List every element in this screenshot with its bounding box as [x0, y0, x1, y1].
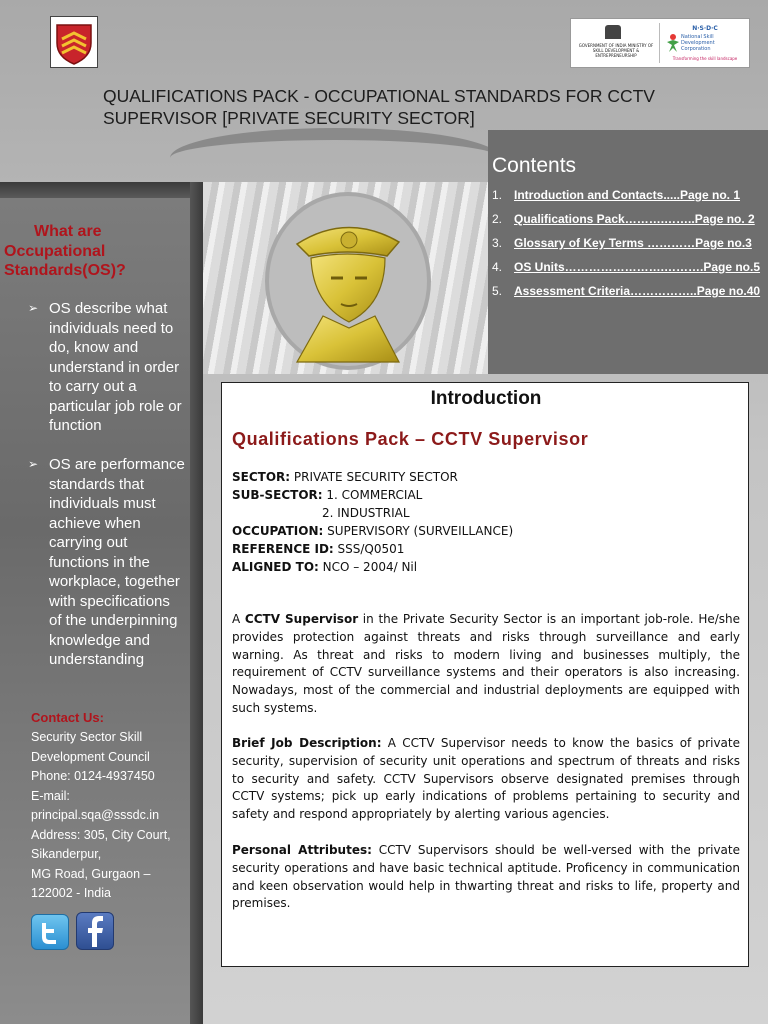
security-council-logo [50, 16, 98, 68]
sidebar-heading: What are Occupational Standards(OS)? [4, 223, 126, 279]
nsdc-logo-title: N·S·D·C [692, 25, 718, 32]
subsector-value: 2. INDUSTRIAL [322, 506, 410, 520]
personal-attributes-paragraph [232, 842, 740, 913]
para-bold-term: Brief Job Description: [232, 736, 382, 750]
aligned-to-label: ALIGNED TO: [232, 560, 319, 574]
contact-line: E-mail: [31, 788, 70, 803]
aligned-to-value: NCO – 2004/ Nil [318, 560, 418, 574]
qualifications-pack-heading: Qualifications Pack – CCTV Supervisor [232, 429, 589, 449]
introduction-paragraph [232, 611, 740, 718]
toc-item[interactable] [492, 236, 762, 254]
hero-image [203, 182, 488, 374]
para-text: in the Private Security Sector is an important job-role. He/she provides protection against threats and risks through surveillance and early warning. As threat and risks to modern living and businesses multiply, the requirement of CCTV surveillance systems and their operators is also increasing. Nowadays, most of the commercial and industrial deployments are equipped with such systems. [232, 612, 741, 715]
contact-line: Sikanderpur, [31, 847, 102, 861]
decorative-swoosh [170, 128, 500, 188]
reference-id-value: SSS/Q0501 [333, 542, 405, 556]
occupation-value: SUPERVISORY (SURVEILLANCE) [323, 524, 514, 538]
sector-value: PRIVATE SECURITY SECTOR [290, 470, 458, 484]
occupation-label: OCCUPATION: [232, 524, 324, 538]
sector-label: SECTOR: [232, 470, 291, 484]
nsdc-logo [663, 23, 747, 65]
sidebar-edge [190, 182, 203, 1024]
contents-panel [488, 130, 768, 374]
introduction-heading: Introduction [430, 388, 542, 409]
subsector-value: 1. COMMERCIAL [322, 488, 423, 502]
toc-number: 3. [492, 236, 503, 250]
contents-heading: Contents [492, 154, 577, 177]
toc-link-introduction[interactable]: Introduction and Contacts.....Page no. 1 [514, 188, 741, 202]
contact-line: 122002 - India [31, 886, 111, 900]
toc-number: 5. [492, 284, 503, 298]
twitter-icon[interactable] [31, 914, 69, 950]
job-description-paragraph [232, 735, 740, 824]
contact-line: Security Sector Skill [31, 730, 143, 744]
contact-line: MG Road, Gurgaon – [31, 866, 151, 881]
contact-phone: Phone: 0124-4937450 [31, 769, 155, 783]
introduction-section [221, 382, 749, 967]
sidebar-top-bar [0, 182, 200, 198]
partner-logos [570, 18, 750, 68]
toc-link-os-units[interactable]: OS Units…………………….……….Page no.5 [514, 260, 761, 274]
toc-number: 4. [492, 260, 503, 274]
gov-logo-text: GOVERNMENT OF INDIA MINISTRY OF SKILL DEVELOPMENT & ENTREPRENEURSHIP [578, 43, 654, 58]
toc-item[interactable] [492, 284, 762, 302]
government-of-india-emblem [575, 23, 657, 65]
toc-number: 1. [492, 188, 503, 202]
toc-item[interactable] [492, 212, 762, 230]
facebook-icon[interactable] [76, 912, 114, 950]
sidebar-bullet [28, 455, 186, 670]
aligned-to-field [232, 560, 417, 574]
page-title: QUALIFICATIONS PACK - OCCUPATIONAL STANDARDS FOR CCTV SUPERVISOR [PRIVATE SECURITY SECTOR] [103, 86, 655, 128]
contact-details [31, 728, 191, 904]
sidebar-bullet [28, 299, 186, 436]
toc-link-qualifications-pack[interactable]: Qualifications Pack……….……..Page no. 2 [514, 212, 755, 226]
logo-divider [659, 23, 660, 63]
nsdc-logo-name: National Skill Development Corporation [681, 34, 715, 52]
contact-line: Development Council [31, 749, 150, 764]
toc-item[interactable] [492, 260, 762, 278]
para-bold-term: CCTV Supervisor [244, 612, 359, 626]
nsdc-logo-tagline: Transforming the skill landscape [672, 56, 738, 61]
para-text: CCTV Supervisors should be well-versed with the private security operations and have basic technical aptitude. Proficency in communication and keen observation would help in thwarting threat and risks to life, property and premises. [232, 843, 740, 911]
para-text: A [232, 612, 245, 626]
contact-email-link[interactable]: principal.sqa@sssdc.in [31, 808, 160, 822]
subsector-label: SUB-SECTOR: [232, 488, 323, 502]
para-bold-term: Personal Attributes: [232, 843, 372, 857]
reference-id-label: REFERENCE ID: [232, 542, 334, 556]
toc-link-glossary[interactable]: Glossary of Key Terms …………Page no.3 [514, 236, 752, 250]
reference-id-field [232, 542, 404, 556]
sidebar-bullet-text: OS describe what individuals need to do, know and understand in order to carry out a particular job role or function [49, 300, 182, 434]
sidebar-bullet-text: OS are performance standards that individuals must achieve when carrying out functions in the workplace, together with specifications of the underpinning knowledge and understanding [49, 456, 185, 668]
nsdc-figure-icon [665, 33, 681, 53]
arrow-bullet-icon: ➢ [28, 457, 39, 471]
toc-item[interactable] [492, 188, 762, 206]
subsector-field-2 [322, 506, 410, 520]
para-text: A CCTV Supervisor needs to know the basics of private security, supervision of security unit operations and spectrum of threats and risks to security and safety. CCTV Supervisors observe designated premises through CCTV systems; pick up early indications of problems pertaining to security and safety and respond appropriately by alerting various agencies. [232, 736, 740, 822]
toc-number: 2. [492, 212, 503, 226]
subsector-field [232, 488, 422, 502]
emblem-icon [605, 25, 621, 39]
toc-link-assessment-criteria[interactable]: Assessment Criteria……………..Page no.40 [514, 284, 761, 298]
contact-title: Contact Us: [31, 710, 104, 725]
contact-line: Address: 305, City Court, [31, 827, 171, 842]
occupation-field [232, 524, 513, 538]
sector-field [232, 470, 458, 484]
guard-portrait-icon [287, 212, 407, 374]
arrow-bullet-icon: ➢ [28, 301, 39, 315]
